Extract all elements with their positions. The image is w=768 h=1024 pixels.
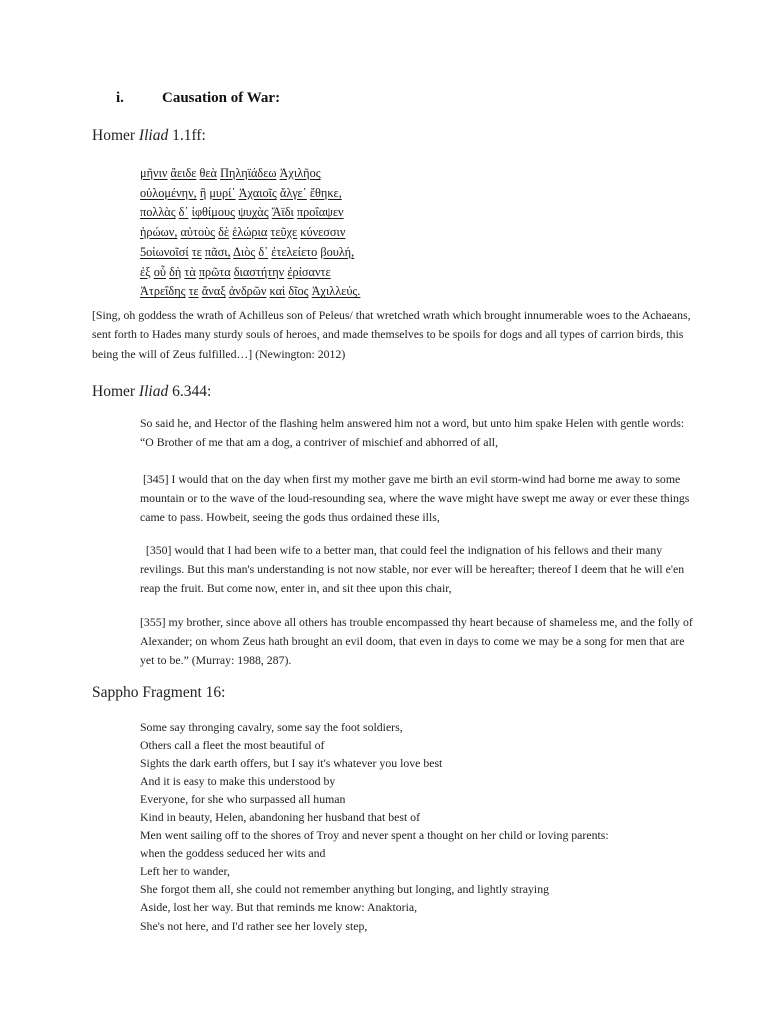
poem-line: Left her to wander,: [140, 864, 230, 879]
greek-word: οὗ: [153, 264, 166, 279]
greek-word: τεῦχε: [270, 225, 298, 240]
greek-word: ἡρώων,: [140, 225, 178, 240]
greek-word: δ᾽: [258, 244, 269, 259]
greek-word: κύνεσσιν: [300, 225, 346, 240]
greek-word: πολλὰς: [140, 205, 176, 220]
source-author: Homer: [92, 127, 136, 144]
greek-word: ἄναξ: [201, 284, 226, 299]
poem-line: Aside, lost her way. But that reminds me know: Anaktoria,: [140, 900, 418, 915]
section-title: Causation of War:: [162, 90, 281, 106]
iliad-paragraph: [350] would that I had been wife to a better man, that could feel the indignation of his fellows and their many revilings. But this man's understanding is not now stable, nor ever will be hereafter; thereof I deem that he will e'en reap the fruit. But come now, enter in, and sit thee upon this chair,: [140, 543, 688, 596]
section-heading: [116, 90, 280, 107]
greek-word: Ἀχιλῆος: [279, 166, 321, 180]
iliad-paragraph: [355] my brother, since above all others has trouble encompassed thy heart because of shameless me, and the folly of Alexander; on whom Zeus hath brought an evil doom, that even in days to come we may be a song for men that are yet to be.” (Murray: 1988, 287).: [140, 615, 693, 668]
greek-word: πρῶτα: [198, 264, 231, 279]
greek-line: [140, 164, 360, 184]
poem-line: Men went sailing off to the shores of Troy and never spent a thought on her child or loving parents:: [140, 828, 609, 843]
greek-word: τε: [188, 284, 199, 299]
greek-word: αὐτοὺς: [180, 225, 216, 240]
greek-word: Ἀτρεΐδης: [140, 284, 186, 299]
iliad-paragraph: So said he, and Hector of the flashing helm answered him not a word, but unto him spake Helen with gentle words: “O Brother of me that am a dog, a contriver of mischief and abhorred of all,: [140, 416, 685, 450]
greek-word: οὐλομένην,: [140, 185, 197, 200]
greek-word: 5οἰωνοῖσί: [140, 244, 189, 259]
greek-word: προΐαψεν: [296, 205, 344, 220]
poem-line: She forgot them all, she could not remember anything but longing, and lightly straying: [140, 882, 550, 897]
greek-word: δῖος: [288, 284, 309, 299]
source-ref: 1.1ff:: [172, 127, 206, 144]
greek-word: θεὰ: [199, 166, 217, 180]
greek-word: ἣ: [199, 185, 207, 200]
poem-line: And it is easy to make this understood by: [140, 774, 336, 789]
section-number: i.: [116, 90, 124, 106]
greek-word: ἔθηκε,: [309, 185, 342, 200]
greek-line: [140, 243, 360, 263]
greek-word: δὲ: [218, 225, 230, 240]
greek-word: ἄειδε: [170, 166, 197, 180]
poem-line: Kind in beauty, Helen, abandoning her husband that best of: [140, 810, 420, 825]
greek-word: ἐτελείετο: [271, 244, 318, 259]
greek-word: Ἀχιλλεύς.: [311, 284, 361, 299]
source-heading-iliad-1: [92, 127, 206, 145]
greek-word: ἑλώρια: [232, 225, 268, 240]
poem-line: Everyone, for she who surpassed all human: [140, 792, 346, 807]
greek-word: καὶ: [269, 284, 286, 299]
greek-word: μυρί᾽: [209, 185, 236, 200]
greek-word: μῆνιν: [140, 166, 168, 180]
source-author: Homer: [92, 383, 136, 400]
source-ref: 6.344:: [172, 383, 212, 400]
greek-line: [140, 223, 360, 243]
greek-line: [140, 263, 360, 283]
greek-word: διαστήτην: [233, 264, 285, 279]
greek-line: [140, 203, 360, 223]
greek-word: ἀνδρῶν: [228, 284, 267, 299]
greek-word: ἰφθίμους: [191, 205, 235, 220]
source-heading-iliad-6: [92, 383, 211, 401]
greek-word: Διὸς: [233, 244, 256, 259]
greek-word: Ἄϊδι: [271, 205, 294, 220]
iliad-paragraph: [345] I would that on the day when first my mother gave me birth an evil storm-wind had borne me away to some mountain or to the wave of the loud-resounding sea, where the wave might have swept me away or ever these things came to pass. Howbeit, seeing the gods thus ordained these ills,: [140, 472, 693, 525]
translation-paragraph: [Sing, oh goddess the wrath of Achilleus son of Peleus/ that wretched wrath which brought innumerable woes to the Achaeans, sent forth to Hades many sturdy souls of heroes, and made themselves to be spoils for dogs and all types of carrion birds, this being the will of Zeus fulfilled…] (Newington: 2012): [92, 308, 691, 361]
greek-word: τὰ: [184, 264, 196, 279]
poem-line: when the goddess seduced her wits and: [140, 846, 326, 861]
greek-word: δὴ: [169, 264, 182, 279]
poem-line: Some say thronging cavalry, some say the foot soldiers,: [140, 720, 403, 734]
greek-word: Πηληϊάδεω: [220, 166, 277, 180]
greek-word: τε: [191, 244, 202, 259]
source-heading-sappho: Sappho Fragment 16:: [92, 684, 226, 701]
greek-text: [140, 164, 360, 302]
greek-word: ἐξ: [140, 264, 151, 279]
poem-line: She's not here, and I'd rather see her lovely step,: [140, 918, 368, 933]
greek-word: ψυχὰς: [238, 205, 269, 220]
greek-word: πᾶσι,: [204, 244, 231, 259]
sappho-poem: [140, 718, 609, 935]
greek-word: δ᾽: [178, 205, 189, 220]
greek-word: ἐρίσαντε: [287, 264, 331, 279]
poem-line: Others call a fleet the most beautiful of: [140, 738, 325, 753]
greek-line: [140, 184, 360, 204]
greek-word: βουλή,: [320, 244, 355, 259]
source-work: Iliad: [138, 383, 169, 400]
greek-word: ἄλγε᾽: [279, 185, 307, 200]
greek-word: Ἀχαιοῖς: [238, 185, 277, 200]
source-work: Iliad: [138, 127, 169, 144]
poem-line: Sights the dark earth offers, but I say it's whatever you love best: [140, 756, 443, 771]
greek-line: [140, 282, 360, 302]
